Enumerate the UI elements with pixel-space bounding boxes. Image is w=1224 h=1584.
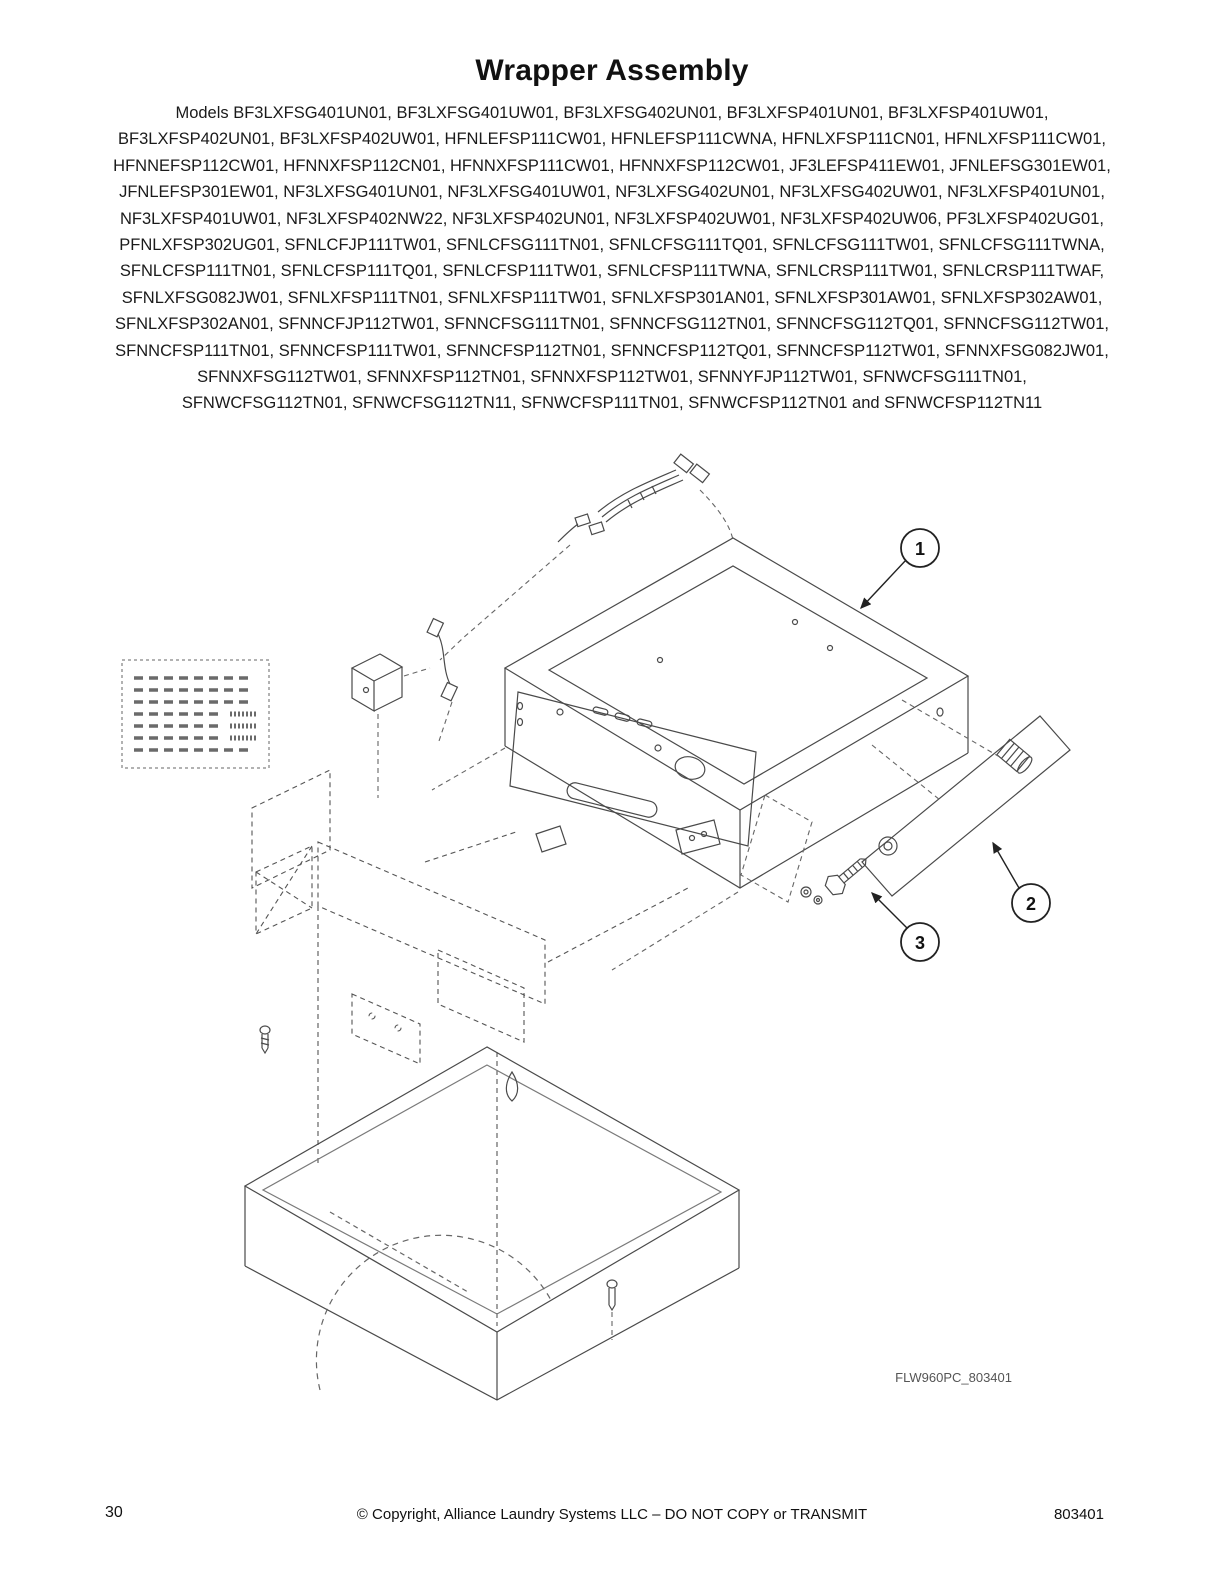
callout-2-label: 2: [1025, 894, 1037, 914]
connector-leader-line: [438, 702, 452, 744]
callout-1-label: 1: [914, 539, 926, 559]
screw-drawing: [260, 1026, 270, 1053]
callout-1: [861, 529, 939, 608]
page-title: Wrapper Assembly: [475, 54, 749, 87]
figure-code: FLW960PC_803401: [895, 1370, 1012, 1385]
wire-harness-drawing: [558, 454, 709, 542]
box-leader-line-left: [432, 748, 505, 790]
mounting-plate-drawing: [862, 716, 1070, 896]
box-leader-line-bottom: [612, 892, 738, 970]
rear-panel-outline: [741, 795, 812, 902]
screw-2-drawing: [607, 1280, 617, 1310]
bolt-drawing: [822, 851, 873, 899]
plate-leader-line-1: [902, 700, 998, 756]
models-list: Models BF3LXFSG401UN01, BF3LXFSG401UW01, BF3LXFSG402UN01, BF3LXFSP401UN01, BF3LXFSP401UW01, BF3LXFSP402UN01, BF3LXFSP402UW01, HFNLEFSP111CW01, HFNLEFSP111CWNA, HFNLXFSP111CN01, HFNLXFSP111CW01, HFNNEFSP112CW01, HFNNXFSP112CN01, HFNNXFSP111CW01, HFNNXFSP112CW01, JF3LEFSP411EW01, JFNLEFSG301EW01, JFNLEFSP301EW01, NF3LXFSG401UN01, NF3LXFSG401UW01, NF3LXFSG402UN01, NF3LXFSG402UW01, NF3LXFSP401UN01, NF3LXFSP401UW01, NF3LXFSP402NW22, NF3LXFSP402UN01, NF3LXFSP402UW01, NF3LXFSP402UW06, PF3LXFSP402UG01, PFNLXFSP302UG01, SFNLCFJP111TW01, SFNLCFSG111TN01, SFNLCFSG111TQ01, SFNLCFSG111TW01, SFNLCFSG111TWNA, SFNLCFSP111TN01, SFNLCFSP111TQ01, SFNLCFSP111TW01, SFNLCFSP111TWNA, SFNLCRSP111TW01, SFNLCRSP111TWAF, SFNLXFSG082JW01, SFNLXFSP111TN01, SFNLXFSP111TW01, SFNLXFSP301AN01, SFNLXFSP301AW01, SFNLXFSP302AW01, SFNLXFSP302AN01, SFNNCFJP112TW01, SFNNCFSG111TN01, SFNNCFSG112TN01, SFNNCFSG112TQ01, SFNNCFSG112TW01, SFNNCFSP111TN01, SFNNCFSP111TW01, SFNNCFSP112TN01, SFNNCFSP112TQ01, SFNNCFSP112TW01, SFNNXFSG082JW01, SFNNXFSG112TW01, SFNNXFSP112TN01, SFNNXFSP112TW01, SFNNYFJP112TW01, SFNWCFSG111TN01, SFNWCFSG112TN01, SFNWCFSG112TN11, SFNWCFSP111TN01, SFNWCFSP112TN01 and SFNWCFSP112TN11: [113, 104, 1111, 413]
wrapper-box-drawing: [505, 538, 968, 888]
callout-2: [993, 843, 1050, 922]
relay-bracket-drawing: [352, 654, 402, 711]
callout-3-label: 3: [914, 933, 926, 953]
plate-leader-line-2: [872, 745, 940, 800]
footer-copyright: © Copyright, Alliance Laundry Systems LLC – DO NOT COPY or TRANSMIT: [356, 1506, 868, 1523]
control-bracket-drawing: [252, 770, 688, 1326]
footer-page-number: 30: [105, 1504, 123, 1521]
harness-leader-line-2: [700, 490, 733, 540]
harness-leader-line: [440, 545, 570, 660]
callout-3: [872, 893, 939, 961]
footer-document-number: 803401: [1053, 1506, 1104, 1523]
label-plate-drawing: [122, 660, 269, 768]
washer-drawing: [801, 887, 822, 904]
small-connector-drawing: [427, 619, 457, 701]
relay-leader-line-2: [404, 668, 430, 676]
cabinet-shell-drawing: [245, 1047, 739, 1400]
